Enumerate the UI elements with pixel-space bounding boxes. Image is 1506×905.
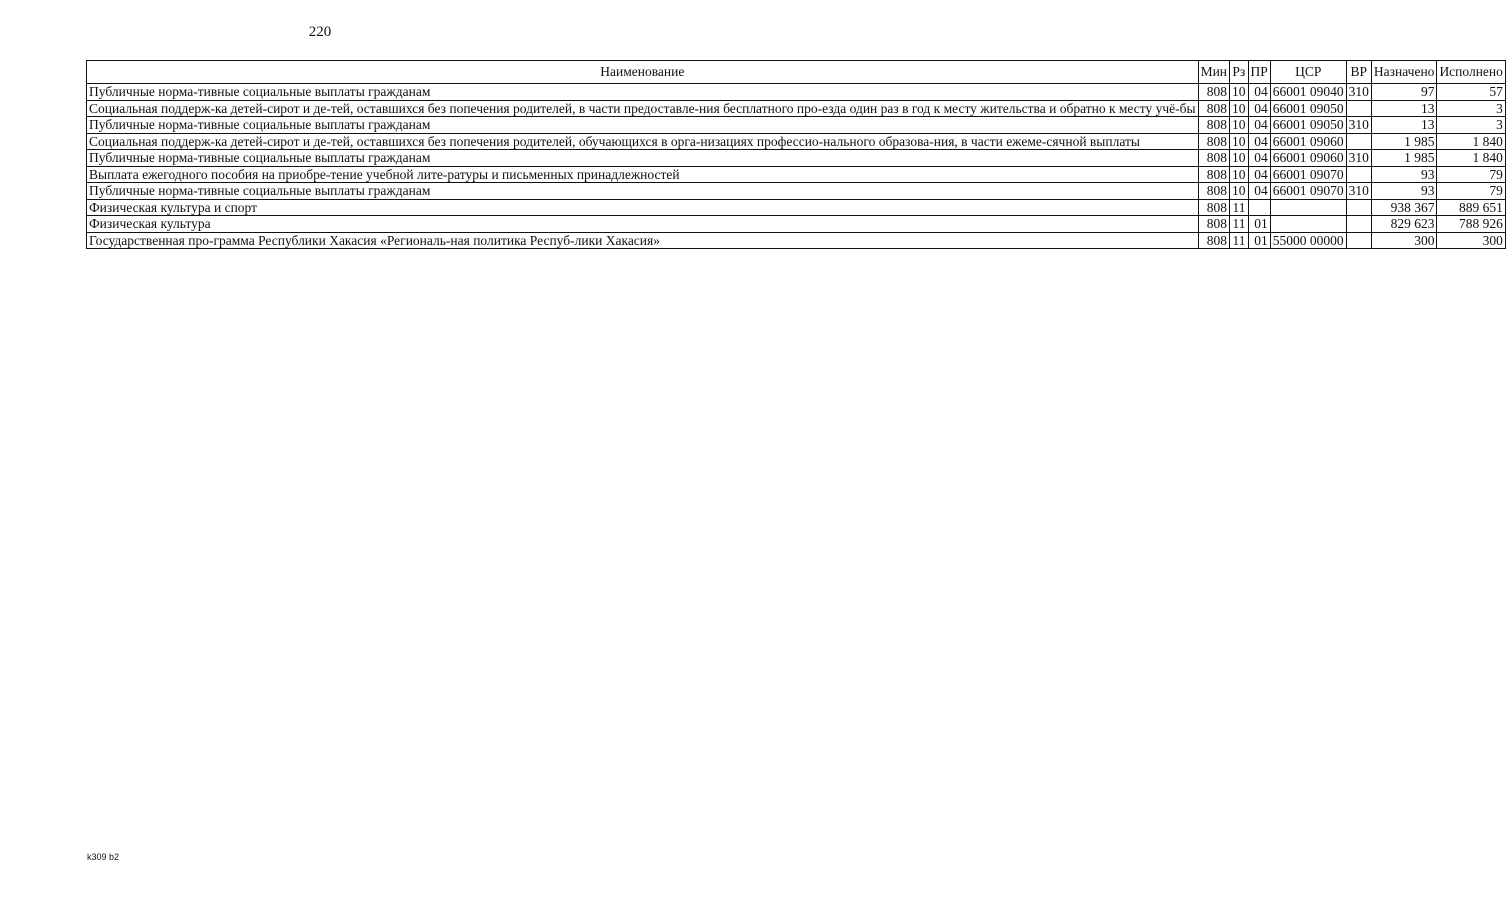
- table-row: [87, 232, 1506, 249]
- row-assigned: 13: [1371, 117, 1437, 134]
- row-vr: 310: [1346, 84, 1371, 101]
- row-rz: 10: [1230, 117, 1249, 134]
- row-executed: 300: [1437, 232, 1505, 249]
- row-name: Социальная поддерж-ка детей-сирот и де-тей, оставшихся без попечения родителей, обучающихся в орга-низациях профессио-нального образова-ния, в части ежеме-сячной выплаты: [87, 133, 1199, 150]
- table-row: [87, 166, 1506, 183]
- row-vr: [1346, 199, 1371, 216]
- row-vr: 310: [1346, 183, 1371, 200]
- table-row: [87, 117, 1506, 134]
- row-pr: 01: [1248, 232, 1270, 249]
- row-executed: 3: [1437, 100, 1505, 117]
- row-vr: [1346, 100, 1371, 117]
- row-assigned: 93: [1371, 183, 1437, 200]
- row-pr: 04: [1248, 133, 1270, 150]
- row-min: 808: [1198, 133, 1229, 150]
- row-csr: 66001 09060: [1270, 133, 1346, 150]
- row-pr: 04: [1248, 84, 1270, 101]
- row-csr: [1270, 199, 1346, 216]
- row-pr: [1248, 199, 1270, 216]
- row-rz: 10: [1230, 133, 1249, 150]
- table-header-row: [87, 61, 1506, 84]
- row-csr: 66001 09070: [1270, 166, 1346, 183]
- row-min: 808: [1198, 199, 1229, 216]
- row-vr: 310: [1346, 150, 1371, 167]
- table-row: [87, 216, 1506, 233]
- row-min: 808: [1198, 183, 1229, 200]
- row-assigned: 97: [1371, 84, 1437, 101]
- row-pr: 04: [1248, 117, 1270, 134]
- row-vr: [1346, 166, 1371, 183]
- row-csr: 66001 09040: [1270, 84, 1346, 101]
- row-min: 808: [1198, 232, 1229, 249]
- row-rz: 10: [1230, 84, 1249, 101]
- header-min: Мин: [1198, 61, 1229, 84]
- row-min: 808: [1198, 150, 1229, 167]
- row-name: Публичные норма-тивные социальные выплаты гражданам: [87, 150, 1199, 167]
- row-csr: 66001 09060: [1270, 150, 1346, 167]
- table-row: [87, 84, 1506, 101]
- row-executed: 889 651: [1437, 199, 1505, 216]
- row-executed: 79: [1437, 166, 1505, 183]
- row-assigned: 1 985: [1371, 150, 1437, 167]
- row-pr: 04: [1248, 150, 1270, 167]
- row-executed: 1 840: [1437, 150, 1505, 167]
- row-assigned: 13: [1371, 100, 1437, 117]
- row-vr: 310: [1346, 117, 1371, 134]
- row-pr: 01: [1248, 216, 1270, 233]
- header-pr: ПР: [1248, 61, 1270, 84]
- row-pr: 04: [1248, 183, 1270, 200]
- row-name: Социальная поддерж-ка детей-сирот и де-тей, оставшихся без попечения родителей, в части предоставле-ния бесплатного про-езда один раз в год к месту жительства и обратно к месту учё-бы: [87, 100, 1199, 117]
- table-row: [87, 133, 1506, 150]
- row-executed: 57: [1437, 84, 1505, 101]
- table-row: [87, 100, 1506, 117]
- row-rz: 10: [1230, 100, 1249, 117]
- row-csr: [1270, 216, 1346, 233]
- row-name: Публичные норма-тивные социальные выплаты гражданам: [87, 117, 1199, 134]
- row-assigned: 300: [1371, 232, 1437, 249]
- row-rz: 11: [1230, 232, 1249, 249]
- row-name: Публичные норма-тивные социальные выплаты гражданам: [87, 84, 1199, 101]
- header-executed: Исполнено: [1437, 61, 1505, 84]
- row-min: 808: [1198, 117, 1229, 134]
- row-csr: 66001 09050: [1270, 117, 1346, 134]
- table-row: [87, 183, 1506, 200]
- row-name: Физическая культура и спорт: [87, 199, 1199, 216]
- row-rz: 11: [1230, 199, 1249, 216]
- header-vr: ВР: [1346, 61, 1371, 84]
- row-csr: 66001 09050: [1270, 100, 1346, 117]
- row-csr: 55000 00000: [1270, 232, 1346, 249]
- row-vr: [1346, 232, 1371, 249]
- row-rz: 10: [1230, 183, 1249, 200]
- row-pr: 04: [1248, 166, 1270, 183]
- row-rz: 10: [1230, 166, 1249, 183]
- header-name: Наименование: [87, 61, 1199, 84]
- row-csr: 66001 09070: [1270, 183, 1346, 200]
- header-csr: ЦСР: [1270, 61, 1346, 84]
- row-rz: 11: [1230, 216, 1249, 233]
- row-min: 808: [1198, 166, 1229, 183]
- row-executed: 79: [1437, 183, 1505, 200]
- row-executed: 788 926: [1437, 216, 1505, 233]
- row-name: Государственная про-грамма Республики Хакасия «Региональ-ная политика Респуб-лики Хакасия»: [87, 232, 1199, 249]
- row-executed: 1 840: [1437, 133, 1505, 150]
- row-min: 808: [1198, 216, 1229, 233]
- row-min: 808: [1198, 100, 1229, 117]
- row-name: Физическая культура: [87, 216, 1199, 233]
- row-assigned: 1 985: [1371, 133, 1437, 150]
- row-assigned: 938 367: [1371, 199, 1437, 216]
- budget-table: [86, 60, 1506, 249]
- table-row: [87, 199, 1506, 216]
- row-vr: [1346, 133, 1371, 150]
- row-assigned: 93: [1371, 166, 1437, 183]
- row-name: Публичные норма-тивные социальные выплаты гражданам: [87, 183, 1199, 200]
- header-assigned: Назначено: [1371, 61, 1437, 84]
- row-pr: 04: [1248, 100, 1270, 117]
- footer-code: k309 b2: [87, 852, 120, 862]
- row-vr: [1346, 216, 1371, 233]
- header-rz: Рз: [1230, 61, 1249, 84]
- table-row: [87, 150, 1506, 167]
- row-name: Выплата ежегодного пособия на приобре-тение учебной лите-ратуры и письменных принадлежностей: [87, 166, 1199, 183]
- row-assigned: 829 623: [1371, 216, 1437, 233]
- page-number: 220: [308, 24, 332, 40]
- row-executed: 3: [1437, 117, 1505, 134]
- row-min: 808: [1198, 84, 1229, 101]
- row-rz: 10: [1230, 150, 1249, 167]
